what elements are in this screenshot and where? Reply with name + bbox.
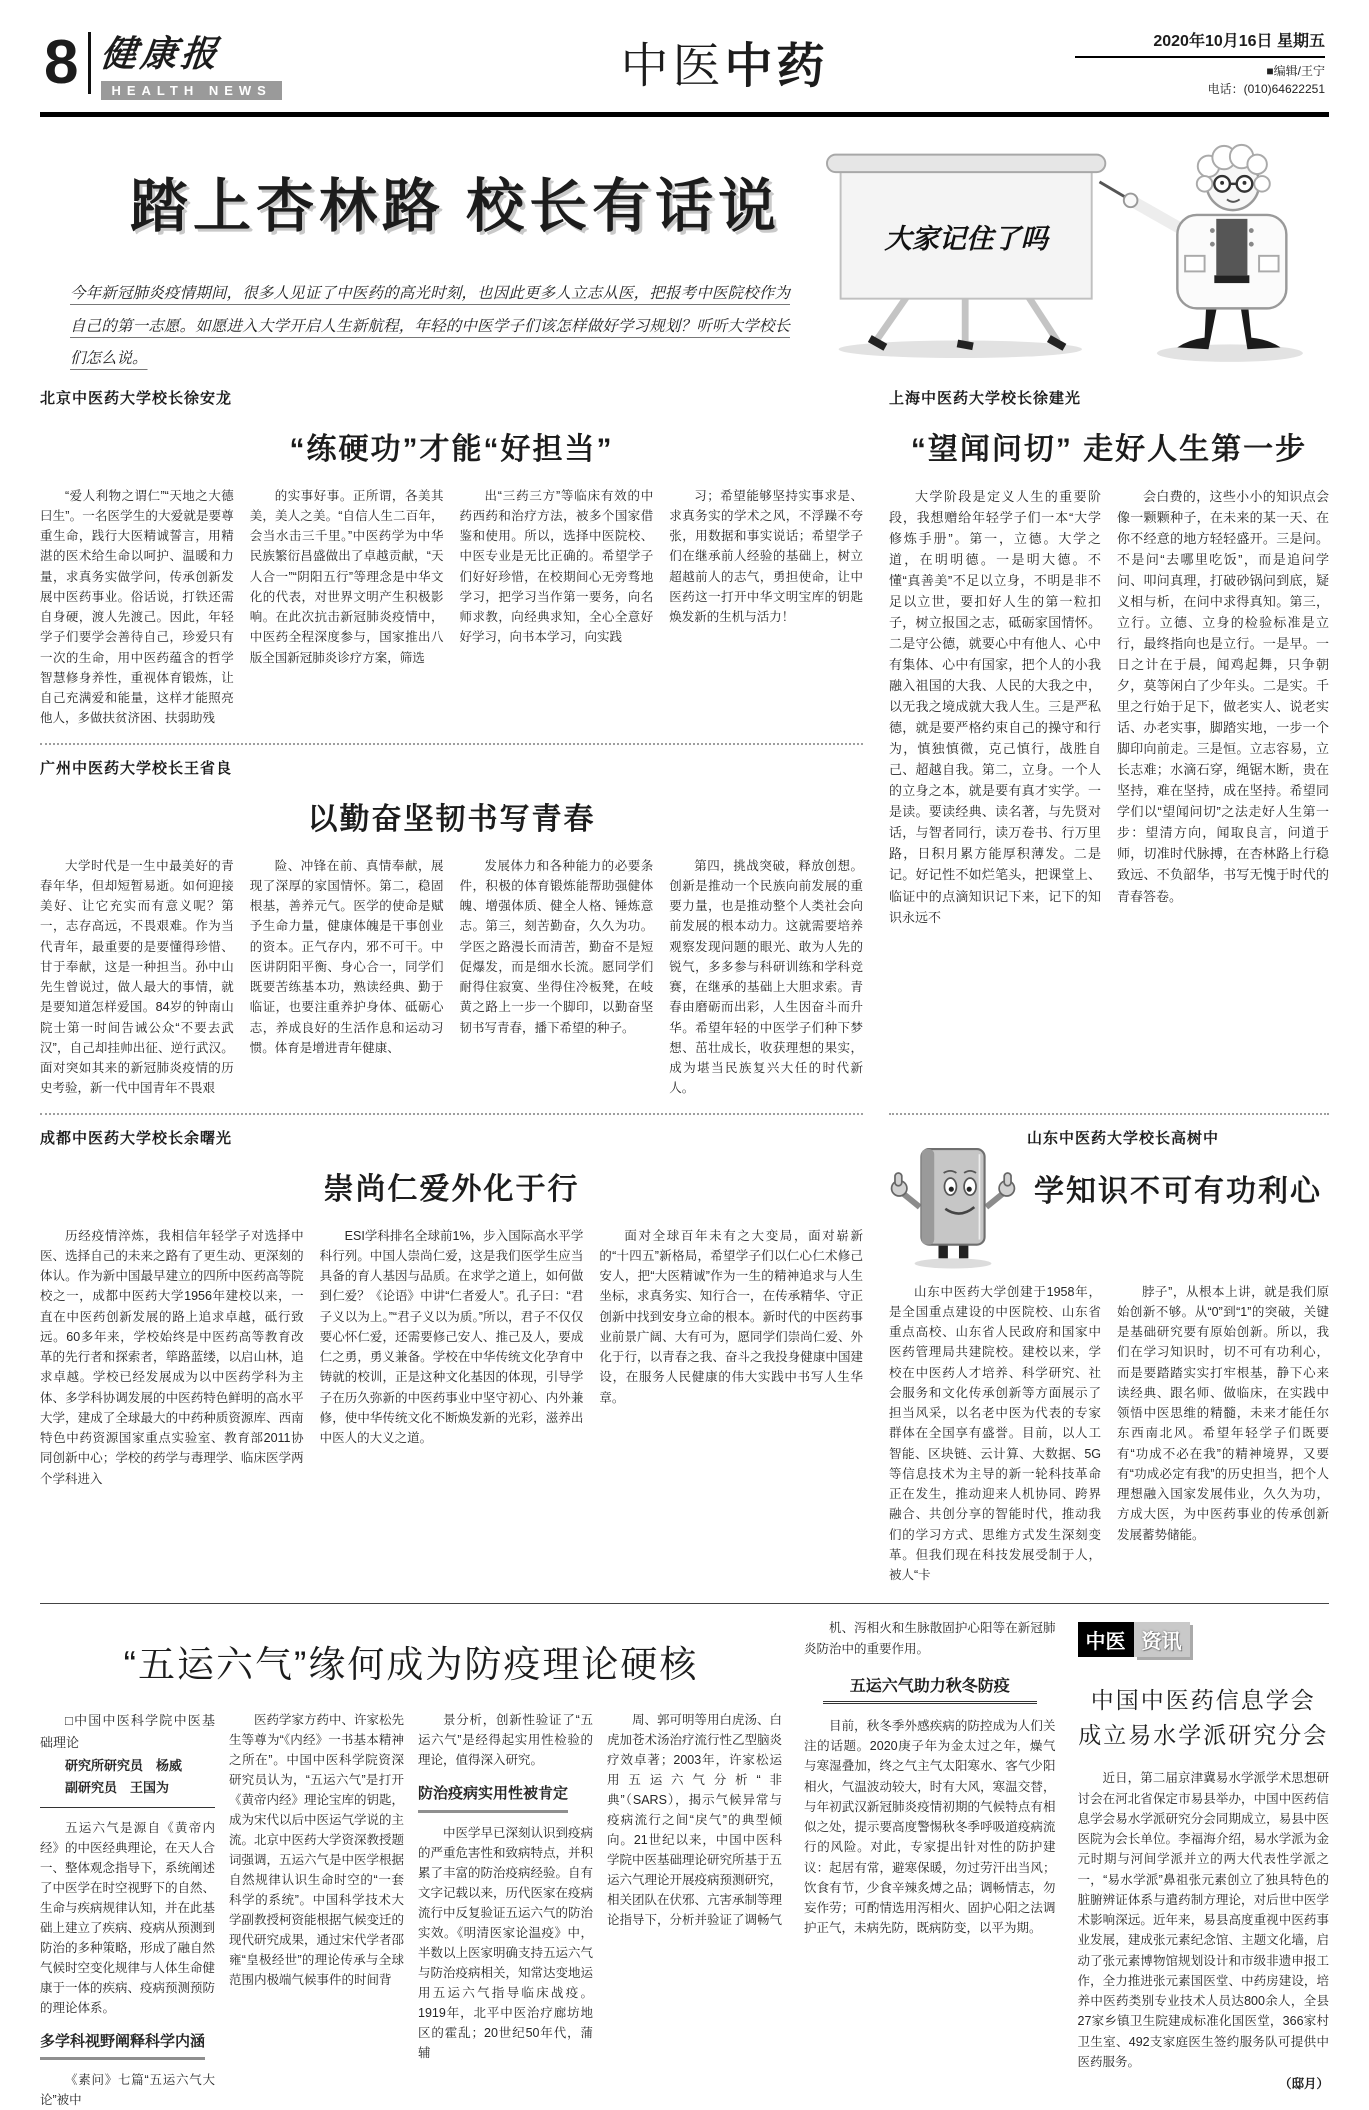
article-columns	[889, 1282, 1329, 1586]
article-beijing	[40, 387, 863, 729]
section-title-light: 中医	[620, 40, 725, 93]
badge-label-secondary: 资讯	[1134, 1622, 1190, 1657]
feature-intro: 今年新冠肺炎疫情期间，很多人见证了中医药的高光时刻，也因此更多人立志从医，把报考中医院校作为自己的第一志愿。如愿进入大学开启人生新航程，年轻的中医学子们该怎样做好学习规划？听听大学校长们怎么说。	[70, 284, 790, 368]
article-paragraph: 周、郭可明等用白虎汤、白虎加苍术汤治疗流行性乙型脑炎疗效卓著；2003年，许家松运用五运六气分析“非典”（SARS），揭示气候异常与疫病流行之间“戾气”的典型倾向。21世纪以来，中国中医科学院中医基础理论研究所基于五运六气理论开展疫病预测研究，相关团队在伏邪、亢害承制等理论指导下，分析并验证了调畅气	[607, 1713, 783, 1928]
issue-date: 2020年10月16日 星期五	[1075, 28, 1325, 58]
article-kicker: 北京中医药大学校长徐安龙	[40, 389, 233, 407]
article-columns	[40, 486, 863, 729]
article-kicker: 成都中医药大学校长余曙光	[40, 1129, 233, 1147]
article-headline: 以勤奋坚韧书写青春	[307, 802, 596, 836]
article-yishui-xuepai	[1078, 1618, 1330, 2110]
article-wuyunliuqi	[40, 1618, 782, 2110]
zhongyi-zixun-badge	[1078, 1622, 1330, 1657]
article-column: 的实事好事。正所谓，各美其美，美人之美。“自信人生二百年，会当水击三千里。”中医药学为中华民族繁衍昌盛做出了卓越贡献，“天人合一”“阴阳五行”等理念是中华文化的代表，对世界文明产生积极影响。在此次抗击新冠肺炎疫情中，中医药全程深度参与，国家推出八版全国新冠肺炎诊疗方案，筛选	[249, 488, 444, 665]
article-paragraph: 医药学家方药中、许家松先生等尊为“《内经》一书基本精神之所在”。中国中医科学院资深研究员认为，“五运六气”是打开《黄帝内经》理论宝库的钥匙，成为宋代以后中医运气学说的主流。北京中医药大学资深教授题词强调，五运六气是中医学根据自然规律认识生命时空的“一套科学的系统”。中国科学技术大学副教授柯资能根据气候变迁的现代研究成果，通过宋代学者邵雍“皇极经世”的理论传承与全球范围内极端气候事件的时间背	[229, 1713, 405, 1988]
article-columns	[40, 1710, 782, 2110]
newspaper-logo	[101, 26, 281, 100]
thumbs-up-book-icon	[889, 1127, 1017, 1277]
author-credit: （邸月）	[1278, 2077, 1329, 2092]
article-headline: “五运六气”缘何成为防疫理论硬核	[123, 1644, 699, 1686]
article-column	[40, 1710, 215, 2110]
article-header	[889, 1127, 1329, 1282]
article-column: 险、冲锋在前、真情奉献，展现了深厚的家国情怀。第二，稳固根基，善养元气。医学的使命是赋予生命力量，健康体魄是干事创业的资本。正气存内，邪不可干。中医讲阴阳平衡、身心合一，同学们既要苦练基本功，熟读经典、勤于临证，也要注重养护身体、砥砺心志，养成良好的生活作息和运动习惯。体育是增进青年健康、	[249, 858, 444, 1055]
masthead-meta	[1075, 28, 1325, 100]
article-column	[418, 1710, 593, 2110]
article-column	[229, 1710, 404, 2110]
article-column: 脖子”，从根本上讲，就是我们原始创新不够。从“0”到“1”的突破，关键是基础研究要有原始创新。所以，我们在学习知识时，切不可有功利心，而是要踏踏实实打牢根基，静下心来读经典、跟名师、做临床，在实践中领悟中医思维的精髓，未来才能任尔东西南北风。希望年轻学子们既要有“功成不必在我”的精神境界，又要有“功成必定有我”的历史担当，把个人理想融入国家发展伟业，久久为功，方成大医，为中医药事业的传承创新发展蓄势储能。	[1117, 1284, 1329, 1542]
section-title	[374, 27, 1075, 100]
badge-label-primary: 中医	[1078, 1622, 1134, 1657]
byline-line: 研究所研究员 杨威	[65, 1757, 183, 1773]
section-title-bold: 中药	[724, 40, 829, 93]
article-qiudong-fangyi	[804, 1618, 1056, 2110]
article-headline: “望闻问切” 走好人生第一步	[910, 432, 1308, 466]
article-guangzhou	[40, 743, 863, 1099]
article-kicker: 上海中医药大学校长徐建光	[889, 389, 1082, 407]
article-shandong	[889, 1113, 1329, 1586]
masthead-divider	[88, 32, 91, 94]
byline	[40, 1710, 215, 1807]
article-kicker: 广州中医药大学校长王省良	[40, 759, 233, 777]
article-columns	[40, 856, 863, 1099]
headline-line: 成立易水学派研究分会	[1078, 1721, 1329, 1748]
page-number: 8	[44, 28, 79, 98]
articles-grid	[40, 387, 1329, 1586]
continuation-paragraph: 机、泻相火和生脉散固护心阳等在新冠肺炎防治中的重要作用。	[804, 1621, 1056, 1656]
article-column: 发展体力和各种能力的必要条件，积极的体育锻炼能帮助强健体魄、增强体质、健全人格、锤炼意志。第三，刻苦勤奋，久久为功。学医之路漫长而清苦，勤奋不是短促爆发，而是细水长流。愿同学们耐得住寂寞、坐得住冷板凳，在岐黄之路上一步一个脚印，以勤奋坚韧书写青春，播下希望的种子。	[459, 858, 654, 1035]
article-paragraph: 景分析，创新性验证了“五运六气”是经得起实用性检验的理论，值得深入研究。	[418, 1713, 593, 1768]
article-column: 山东中医药大学创建于1958年，是全国重点建设的中医院校、山东省重点高校、山东省人民政府和国家中医药管理局共建院校。建校以来，学校在中医药人才培养、科学研究、社会服务和文化传承创新等方面展示了担当风采，以名老中医为代表的专家群体在全国享有盛誉。目前，以人工智能、区块链、云计算、大数据、5G等信息技术为主导的新一轮科技革命正在发生，推动迎来人机协同、跨界融合、共创分享的智能时代，推动我们的学习方式、思维方式发生深刻变革。但我们现在科技发展受制于人，被人“卡	[889, 1284, 1101, 1583]
masthead-left	[44, 26, 374, 100]
feature-headline: 踏上杏林路 校长有话说	[130, 174, 782, 239]
article-headline	[1078, 1683, 1330, 1752]
article-paragraph: 《素问》七篇“五运六气大论”被中	[40, 2073, 215, 2108]
article-column: 出“三药三方”等临床有效的中药西药和治疗方法，被多个国家借鉴和使用。所以，选择中医院校、中医专业是无比正确的。希望学子们好好珍惜，在校期间心无旁骛地学习，把学习当作第一要务，向名师求教，向经典求知，全心全意好好学习，向书本学习，向实践	[459, 488, 654, 645]
article-column	[607, 1710, 782, 2110]
logo-subtitle: HEALTH NEWS	[101, 81, 281, 100]
headline-line: 中国中医药信息学会	[1090, 1687, 1316, 1714]
article-chengdu	[40, 1113, 863, 1586]
article-column: “爱人利物之谓仁”“天地之大德曰生”。一名医学生的大爱就是要尊重生命，践行大医精诚誓言，用精湛的医术给生命以呵护、温暖和力量，求真务实做学问，传承创新发展中医药事业。俗话说，打铁还需自身硬，渡人先渡己。因此，年轻学子们要学会善待自己，珍爱只有一次的生命，用中医药蕴含的哲学智慧修身养性，重视体育锻炼，让自己充满爱和能量，这样才能照亮他人，多做扶贫济困、扶弱助残	[40, 488, 234, 726]
article-column: 大学时代是一生中最美好的青春年华，但却短暂易逝。如何迎接美好、让它充实而有意义呢？第一，志存高远，不畏艰难。作为当代青年，最重要的是要懂得珍惜、甘于奉献，这是一种担当。孙中山先生曾说过，做人最大的事情，就是要知道怎样爱国。84岁的钟南山院士第一时间告诫公众“不要去武汉”，自己却挂帅出征、逆行武汉。面对突如其来的新冠肺炎疫情的历史考验，新一代中国青年不畏艰	[40, 858, 234, 1096]
article-columns	[40, 1226, 863, 1489]
article-column: 面对全球百年未有之大变局，面对崭新的“十四五”新格局，希望学子们以仁心仁术修己安人，把“大医精诚”作为一生的精神追求与人生坐标，求真务实、知行合一，在传承精华、守正创新中找到安身立命的根本。新时代的中医药事业前景广阔、大有可为，愿同学们崇尚仁爱、外化于行，以青春之我、奋斗之我投身健康中国建设，在服务人民健康的伟大实践中书写人生华章。	[599, 1228, 864, 1405]
article-column: 习；希望能够坚持实事求是、求真务实的学术之风，不浮躁不夸张，用数据和事实说话；希望学子们在继承前人经验的基础上，树立超越前人的志气，勇担使命，让中医药这一打开中华文明宝库的钥匙焕发新的生机与活力！	[669, 488, 863, 625]
byline-line: 副研究员 王国为	[65, 1779, 170, 1795]
book-mascot-illustration	[889, 1127, 1017, 1282]
article-columns	[889, 486, 1329, 928]
article-kicker: 山东中医药大学校长高树中	[1027, 1129, 1220, 1147]
article-headline: “练硬功”才能“好担当”	[289, 432, 614, 466]
logo-script: 健康报	[99, 33, 224, 75]
article-column: 会白费的，这些小小的知识点会像一颗颗种子，在未来的某一天、在你不经意的地方轻轻盛开。三是问。不是问“去哪里吃饭”，而是追问学问、叩问真理，打破砂锅问到底，疑义相与析，在问中求得真知。第三，立行。立德、立身的检验标准是立行，最终指向也是立行。一是早。一日之计在于晨，闻鸡起舞，只争朝夕，莫等闲白了少年头。二是实。千里之行始于足下，做老实人、说老实话、办老实事，脚踏实地，一步一个脚印向前走。三是恒。立志容易，立长志难；水滴石穿，绳锯木断，贵在坚持，难在坚持，成在坚持。希望同学们以“望闻问切”之法走好人生第一步：望清方向，闻取良言，问道于师，切准时代脉搏，在杏林路上行稳致远、不负韶华，书写无愧于时代的青春答卷。	[1117, 488, 1329, 904]
contact-phone: 电话：(010)64622251	[1207, 82, 1325, 96]
article-header-text	[1027, 1127, 1329, 1224]
article-paragraph: 中医学早已深刻认识到疫病的严重危害性和致病特点，并积累了丰富的防治疫病经验。自有文字记载以来，历代医家在疫病流行中反复验证五运六气的防治实效。《明清医家论温疫》中，半数以上医家明确支持五运六气与防治疫病相关，知常达变地运用五运六气指导临床战疫。1919年，北平中医治疗廊坊地区的霍乱；20世纪50年代，蒲辅	[418, 1825, 594, 2060]
bottom-section	[40, 1603, 1329, 2110]
masthead	[40, 18, 1329, 110]
article-column: 大学阶段是定义人生的重要阶段，我想赠给年轻学子们一本“大学修炼手册”。第一，立德。大学之道，在明明德。一是明大德。不懂“真善美”不足以立身，不明是非不足以立世，要扣好人生的第一粒扣子，树立报国之志，砥砺家国情怀。二是守公德，就要心中有他人、心中有集体、心中有国家，把个人的小我融入祖国的大我、人民的大我之中，以无我之境成就大我人生。三是严私德，就是要严格约束自己的操守和行为，慎独慎微，克己慎行，战胜自己、超越自我。第二，立身。一个人的立身之本，就是要有真才实学。一是读。要读经典、读名著，与先贤对话，与智者同行，读万卷书、行万里路，日积月累方能厚积薄发。二是记。好记性不如烂笔头，把课堂上、临证中的点滴知识记下来，记下的知识永远不	[889, 488, 1101, 925]
article-shanghai	[889, 387, 1329, 1099]
article-paragraph: 近日，第二届京津冀易水学派学术思想研讨会在河北省保定市易县举办，中国中医药信息学会易水学派研究分会同期成立，易县中医医院为会长单位。李福海介绍，易水学派为金元时期与河间学派并立的两大代表性学派之一，“易水学派”鼻祖张元素创立了独具特色的脏腑辨证体系与遣药制方理论，对后世中医学术影响深远。近年来，易县高度重视中医药事业发展，建成张元素纪念馆、主题文化墙，启动了张元素博物馆规划设计和市级非遗申报工作，全力推进张元素国医堂、中药房建设，培养中医药类别专业技术人员达800余人，全县27家乡镇卫生院建成标准化国医堂，366家村卫生室、492支家庭医生签约服务队可提供中医药服务。	[1077, 1771, 1329, 2069]
feature-block	[40, 117, 1329, 381]
article-paragraph: 五运六气是源自《黄帝内经》的中医经典理论，在天人合一、整体观念指导下，系统阐述了中医学在时空视野下的自然、生命与疾病规律认知，并在此基础上建立了疾病、疫病从预测到防治的多种策略，形成了融自然气候时空变化规律与人体生命健康于一体的疾病、疫病预测预防的理论体系。	[40, 1820, 216, 2015]
byline-line: □中国中医科学院中医基础理论	[40, 1713, 215, 1751]
article-column: ESI学科排名全球前1%，步入国际高水平学科行列。中国人崇尚仁爱，这是我们医学生应当具备的育人基因与品质。在求学之道上，如何做到仁爱？《论语》中讲“仁者爱人”。孔子曰：“君子义以为上。”“君子义以为质。”所以，君子不仅仅要心怀仁爱，还需要修己安人、推己及人，要成仁之勇，勇义兼备。学校在中华传统文化孕育中铸就的校训，正是这种文化基因的体现，引导学子在历久弥新的中医药事业中坚守初心、内外兼修，使中华传统文化不断焕发新的光彩，滋养出中医人的大义之道。	[319, 1228, 584, 1446]
subhead: 多学科视野阐释科学内涵	[40, 2030, 205, 2060]
feature-illustration	[790, 131, 1335, 375]
subhead: 五运六气助力秋冬防疫	[823, 1673, 1037, 1704]
article-headline: 崇尚仁爱外化于行	[323, 1172, 580, 1206]
article-column: 历经疫情淬炼，我相信年轻学子对选择中医、选择自己的未来之路有了更生动、更深刻的体认。作为新中国最早建立的四所中医药高等院校之一，成都中医药大学1956年建校以来，一直在中医药创新发展的路上追求卓越，砥行致远。60多年来，学校始终是中医药高等教育改革的先行者和探索者，筚路蓝缕，以启山林，追求卓越。学校已经发展成为以中医药学科为主体、多学科协调发展的中医药特色鲜明的高水平大学，建成了全球最大的中药种质资源库、西南特色中药资源国家重点实验室、教育部2011协同创新中心；学校的药学与毒理学、临床医学两个学科进入	[40, 1228, 304, 1486]
board-text: 大家记住了吗	[884, 223, 1048, 256]
editor-credit: ■编辑/王宁	[1266, 64, 1325, 78]
professor-flipchart-illustration	[790, 131, 1335, 369]
article-headline: 学知识不可有功利心	[1034, 1174, 1322, 1208]
feature-text	[40, 131, 790, 375]
subhead: 防治疫病实用性被肯定	[418, 1782, 568, 1812]
article-column: 第四，挑战突破，释放创想。创新是推动一个民族向前发展的重要力量，也是推动整个人类社会向前发展的根本动力。这就需要培养观察发现问题的眼光、敢为人先的锐气，多多参与科研训练和学科竞赛，在继承的基础上大胆求索。青春由磨砺而出彩，人生因奋斗而升华。希望年轻的中医学子们种下梦想、茁壮成长，收获理想的果实，成为堪当民族复兴大任的时代新人。	[669, 858, 863, 1096]
article-paragraph: 目前，秋冬季外感疾病的防控成为人们关注的话题。2020庚子年为金太过之年，燥气与寒湿叠加，终之气主气太阳寒水、客气少阳相火，气温波动较大，时有大风，寒温交替，与年初武汉新冠肺炎疫情初期的气候特点有相似之处，提示要高度警惕秋冬季呼吸道疫病流行的风险。对此，专家提出针对性的防护建议：起居有常，避寒保暖，勿过劳汗出当风；饮食有节，少食辛辣炙煿之品；调畅情志，勿妄作劳；可酌情选用泻相火、固护心阳之法调护正气，未病先防，既病防变，以平为期。	[804, 1718, 1056, 1936]
